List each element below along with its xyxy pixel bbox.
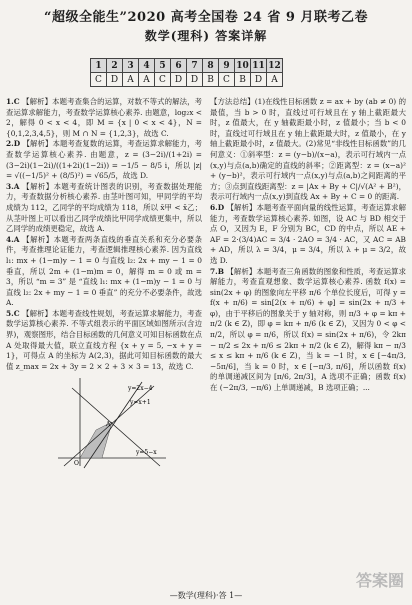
answer-7: D (187, 73, 203, 87)
page-subtitle: 数学(理科) 答案详解 (144, 29, 268, 43)
question-number-6: 6 (171, 59, 187, 73)
question-number-11: 11 (252, 60, 265, 71)
solution-5-number: 5.C (6, 308, 20, 318)
question-number-2: 2 (107, 59, 123, 73)
linear-programming-figure (50, 374, 170, 470)
solution-4-text: 【解析】本题考查两条直线的垂直关系和充分必要条件，考查推理论证能力，考查逻辑推理核心素养. 因为直线 l₁: mx + (1−m)y − 1 = 0 与直线 l₂: 2x + my − 1 = 0 垂直，所以 2m + (1−m)m = 0，解得 m = 0 或 m = 3，所以 “m = 3” 是 “直线 l₁: mx + (1−m)y − 1 = 0 与直线 l₂: 2x + my − 1 = 0 垂直” 的充分不必要条件，故选 A. (6, 234, 202, 308)
question-number-1: 1 (91, 59, 107, 73)
solution-6-text: 【解析】本题考查平面向量的线性运算，考查运算求解能力，考查数学运算核心素养. 如图，设 AC 与 BD 相交于点 O，又因为 E，F 分别为 BC，CD 的中点，所以 AE + AF = 2·(3/4)AC = 3/4 · 2AO = 3/4 · AC，又 AC = AB + AD，所以 λ = 3/4，μ = 3/4，所以 λ + μ = 3/2，故选 D. (210, 202, 406, 265)
point-a-label: A (106, 421, 111, 429)
solution-2 (6, 139, 202, 181)
answer-1: C (91, 73, 107, 87)
answer-9: C (219, 73, 235, 87)
solution-6 (210, 203, 406, 267)
solution-2-number: 2.D (6, 139, 21, 149)
origin-label: O (74, 460, 79, 468)
question-number-8: 8 (203, 59, 219, 73)
label-y-5-x: y=5−x (136, 449, 157, 457)
solution-3-number: 3.A (6, 181, 20, 191)
solution-4-number: 4.A (6, 234, 20, 244)
solution-1 (6, 97, 202, 139)
page-title: “超级全能生”2020 高考全国卷 24 省 9 月联考乙卷 (44, 10, 368, 25)
question-number-9: 9 (219, 59, 235, 73)
question-number-10: 10 (236, 60, 249, 71)
answer-10: B (235, 73, 251, 87)
solution-4 (6, 235, 202, 309)
solution-2-text: 【解析】本题考查复数的运算，考查运算求解能力，考查数学运算核心素养. 由题意，z = (3−2i)/(1+2i) = (3−2i)(1−2i)/((1+2i)(1−2i)) = −1/5 − 8/5 i，所以 |z| = √((−1/5)² + (8/5)²) = √65/5，故选 D. (6, 139, 202, 181)
left-column (6, 97, 202, 474)
question-number-7: 7 (187, 59, 203, 73)
watermark-logo: 答案圈 (355, 571, 404, 590)
label-y-x-1: y=x+1 (130, 399, 151, 407)
answer-2: D (107, 73, 123, 87)
answer-3: A (123, 73, 139, 87)
solution-7 (210, 267, 406, 394)
solution-5-text: 【解析】本题考查线性规划，考查运算求解能力，考查数学运算核心素养. 不等式组表示的平面区域如图所示(含边界)，观察图形，结合目标函数的几何意义可知目标函数在点 A 处取得最大值，联立直线方程 {x + y = 5, −x + y = 1}，可得点 A 的坐标为 A(2,3)，据此可知目标函数的最大值 z_max = 2x + 3y = 2 × 2 + 3 × 3 = 13，故选 C. (6, 308, 202, 371)
solution-7-number: 7.B (210, 266, 224, 276)
question-number-4: 4 (139, 59, 155, 73)
solution-6-number: 6.D (210, 202, 225, 212)
solution-5 (6, 309, 202, 373)
answer-8: B (203, 73, 219, 87)
method-summary-text: 【方法总结】(1)在线性目标函数 z = ax + by (ab ≠ 0) 的最值，当 b > 0 时，直线过可行域且在 y 轴上截距最大时，z 值最大，在 y 轴截距最小时，z 值最小；当 b < 0 时，直线过可行域且在 y 轴上截距最大时，z 值最小，在 y 轴上截距最小时，z 值最大。(2)常见“非线性目标函数”的几何意义：①斜率型：z = (y−b)/(x−a)，表示可行域内一点(x,y)与点(a,b)确定的直线的斜率；②距离型：z = (x−a)² + (y−b)²，表示可行域内一点(x,y)与点(a,b)之间距离的平方；③点到直线距离型：z = |Ax + By + C|/√(A² + B²)，表示可行域内一点(x,y)到直线 Ax + By + C = 0 的距离. (210, 97, 406, 202)
method-summary (210, 97, 406, 203)
answer-table-answer-row (91, 73, 283, 87)
solution-1-text: 【解析】本题考查集合的运算，对数不等式的解法，考查运算求解能力，考查数学运算核心素养. 由题意，log₂x < 2，解得 0 < x < 4，即 M = {x | 0 < x < 4}，N = {0,1,2,3,4,5}，则 M ∩ N = {1,2,3}，故选 C. (6, 97, 202, 138)
answer-table-header-row (91, 59, 283, 73)
line-y-2x-4 (84, 382, 142, 468)
question-number-5: 5 (155, 59, 171, 73)
page-footer: —数学(理科)·答 1— (169, 591, 243, 600)
right-column (210, 97, 406, 394)
solution-1-number: 1.C (6, 97, 20, 106)
question-number-12: 12 (268, 60, 281, 71)
answer-5: C (155, 73, 171, 87)
answer-11: D (251, 73, 267, 87)
label-y-2x-4: y=2x−4 (128, 385, 153, 393)
question-number-3: 3 (123, 59, 139, 73)
answer-table (90, 58, 283, 87)
solution-7-text: 【解析】本题考查三角函数的图象和性质，考查运算求解能力，考查直观想象、数学运算核心素养. 函数 f(x) = sin(2x + φ) 的图象向左平移 π/6 个单位长度后，可得 y = f(x + π/6) = sin[2(x + π/6) + φ] = sin(2x + π/3 + φ)，由于平移后的图象关于 y 轴对称，则 π/3 + φ = kπ + π/2 (k ∈ Z)，即 φ = kπ + π/6 (k ∈ Z)，又因为 0 < φ < π/2，所以 φ = π/6，所以 f(x) = sin(2x + π/6)，令 2kπ − π/2 ≤ 2x + π/6 ≤ 2kπ + π/2 (k ∈ Z)，解得 kπ − π/3 ≤ x ≤ kπ + π/6 (k ∈ Z)，当 k = −1 时，x ∈ [−4π/3, −5π/6]，当 k = 0 时，x ∈ [−π/3, π/6]，所以函数 f(x) 的单调递减区间为 [π/6, 2π/3]，A 选项不正确；函数 f(x) 在 (−2π/3, −π/6) 上单调递减，B 选项正确；... (210, 266, 406, 393)
solution-3 (6, 182, 202, 235)
solution-3-text: 【解析】本题考查统计图表的识别，考查数据处理能力，考查数据分析核心素养. 由茎叶图可知，甲同学的平均成绩为 112，乙同学的平均成绩为 118，所以 x̄甲 < x̄乙；从茎叶图上可以看出乙同学成绩比甲同学成绩更集中，所以乙同学的成绩更稳定，故选 A. (6, 181, 202, 234)
answer-4: A (139, 73, 155, 87)
answer-6: D (171, 73, 187, 87)
answer-12: A (267, 73, 283, 87)
